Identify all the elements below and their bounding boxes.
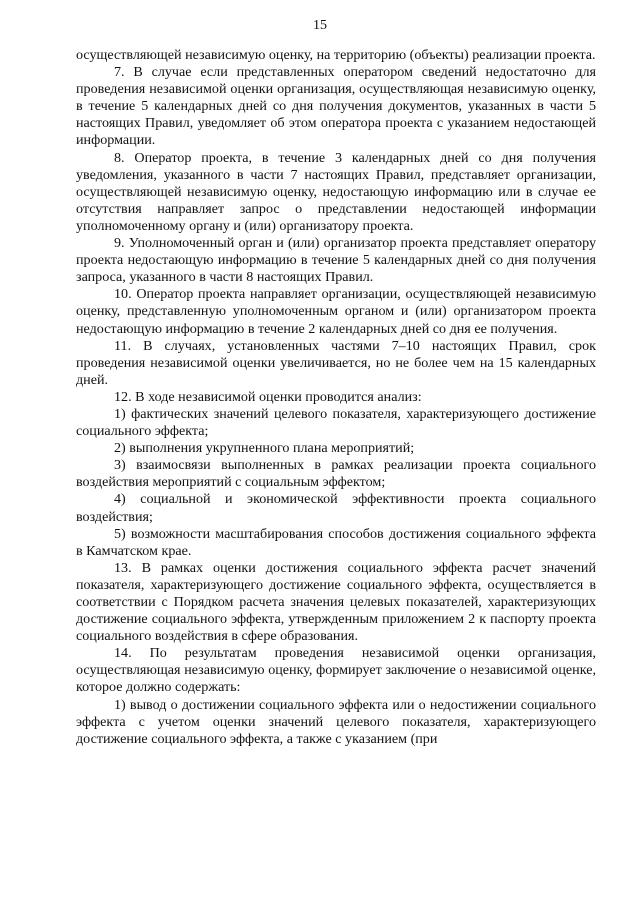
list-item-12-2: 2) выполнения укрупненного плана мероприятий; xyxy=(114,440,415,457)
list-item-12-4: 4) социальной и экономической эффективности проекта социального воздействия; xyxy=(76,491,596,525)
document-body xyxy=(76,47,596,748)
list-item-12-1: 1) фактических значений целевого показателя, характеризующего достижение социального эффекта; xyxy=(76,405,596,440)
paragraph-10: 10. Оператор проекта направляет организации, осуществляющей независимую оценку, представленную уполномоченным органом и (или) организатором проекта недостающую информацию в течение 2 календарных дней со дня ее получения. xyxy=(76,286,596,337)
list-item-14-1: 1) вывод о достижении социального эффекта или о недостижении социального эффекта с учетом оценки значений целевого показателя, характеризующего достижение социального эффекта, а также с указанием (при xyxy=(76,696,596,747)
paragraph-8: 8. Оператор проекта, в течение 3 календарных дней со дня получения уведомления, указанного в части 7 настоящих Правил, представляет организации, осуществляющей независимую оценку, недостающую информацию или в случае ее отсутствия направляет запрос о представлении недостающей информации уполномоченному органу и (или) организатору проекта. xyxy=(76,149,596,234)
list-item-12-5: 5) возможности масштабирования способов достижения социального эффекта в Камчатском крае. xyxy=(76,525,596,559)
paragraph-13: 13. В рамках оценки достижения социального эффекта расчет значений показателя, характеризующего достижение социального эффекта, осуществляется в соответствии с Порядком расчета значения целевых показателей, характеризующих достижение социального эффекта, утвержденным приложением 2 к паспорту проекта социального воздействия в сфере образования. xyxy=(76,559,596,645)
paragraph-12: 12. В ходе независимой оценки проводится анализ: xyxy=(114,388,422,405)
page-number: 15 xyxy=(313,18,327,33)
paragraph-11: 11. В случаях, установленных частями 7–10 настоящих Правил, срок проведения независимой оценки увеличивается, но не более чем на 15 календарных дней. xyxy=(76,337,596,388)
list-item-12-3: 3) взаимосвязи выполненных в рамках реализации проекта социального воздействия мероприятий с социальным эффектом; xyxy=(76,457,596,491)
paragraph-7: 7. В случае если представленных оператором сведений недостаточно для проведения независимой оценки организация, осуществляющая независимую оценку, в течение 5 календарных дней со дня получения документов, указанных в части 5 настоящих Правил, уведомляет об этом оператора проекта с указанием недостающей информации. xyxy=(76,64,596,149)
paragraph-9: 9. Уполномоченный орган и (или) организатор проекта представляет оператору проекта недостающую информацию в течение 5 календарных дней со дня получения запроса, указанного в части 8 настоящих Правил. xyxy=(76,235,596,286)
paragraph-continuation: осуществляющей независимую оценку, на территорию (объекты) реализации проекта. xyxy=(76,47,596,63)
paragraph-14: 14. По результатам проведения независимой оценки организация, осуществляющая независимую оценку, формирует заключение о независимой оценке, которое должно содержать: xyxy=(76,645,596,696)
